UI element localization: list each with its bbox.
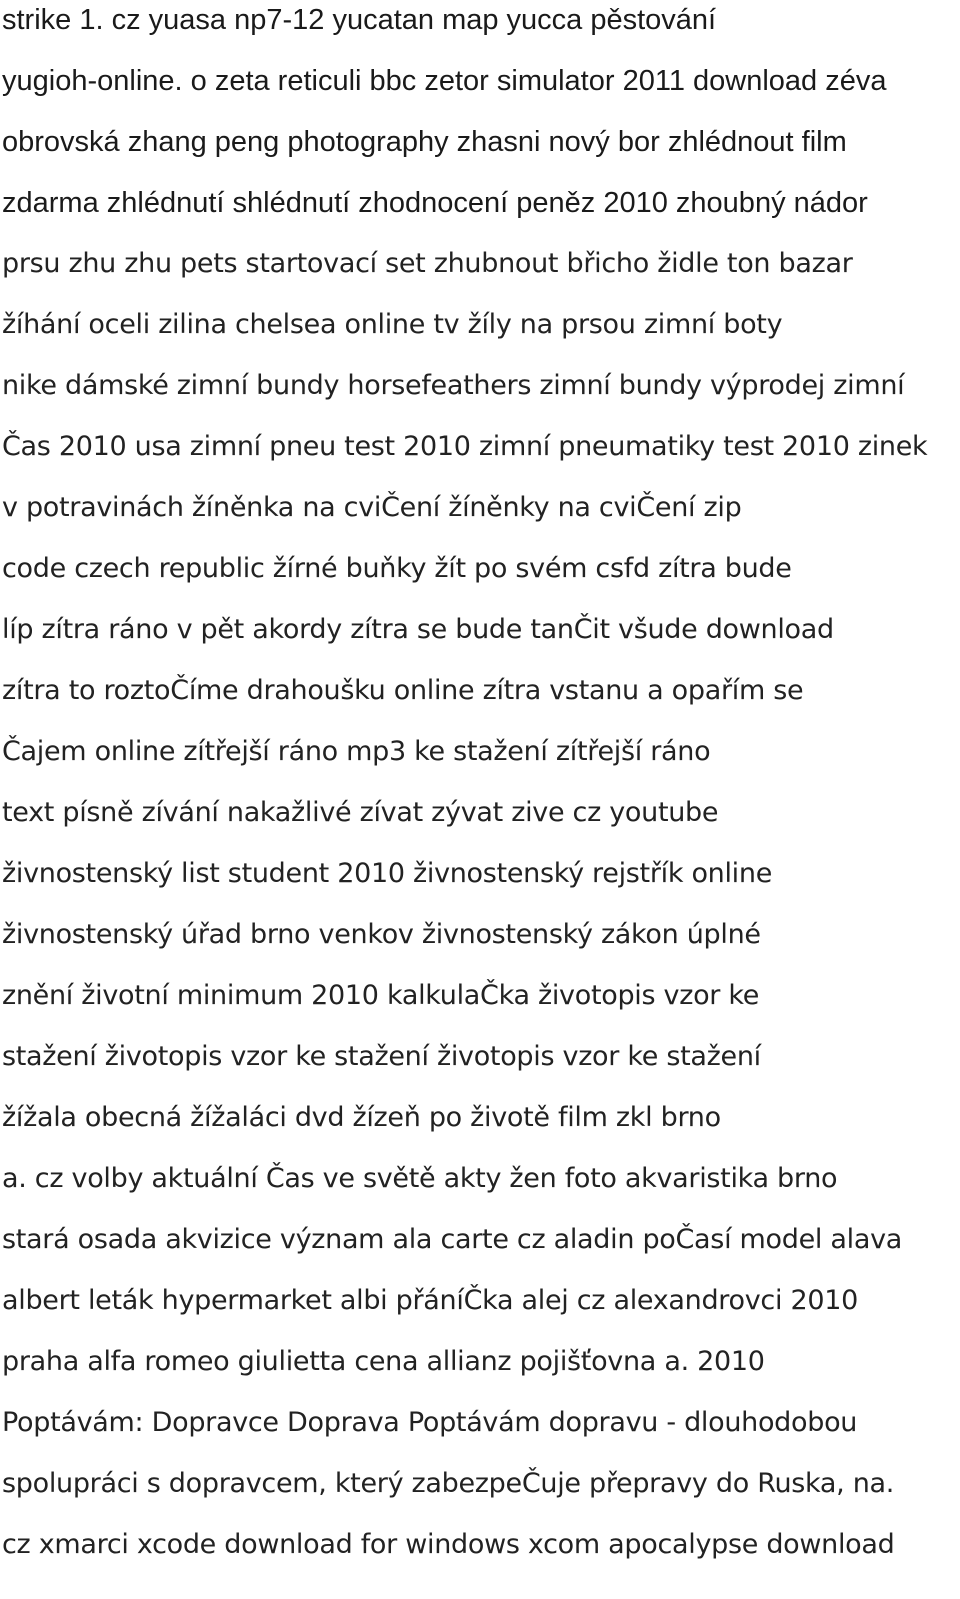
- text-line: yugioh-online. o zeta reticuli bbc zetor simulator 2011 download zéva: [2, 65, 887, 97]
- text-line: líp zítra ráno v pět akordy zítra se bude tanČit všude download: [2, 614, 834, 645]
- text-line: živnostenský úřad brno venkov živnostenský zákon úplné: [2, 919, 761, 950]
- text-line: text písně zívání nakažlivé zívat zývat zive cz youtube: [2, 797, 719, 828]
- text-line: strike 1. cz yuasa np7-12 yucatan map yucca pěstování: [2, 4, 717, 36]
- text-line: Čajem online zítřejší ráno mp3 ke stažení zítřejší ráno: [2, 736, 711, 767]
- text-line: stará osada akvizice význam ala carte cz aladin poČasí model alava: [2, 1224, 903, 1255]
- text-line: živnostenský list student 2010 živnostenský rejstřík online: [2, 858, 773, 889]
- text-line: albert leták hypermarket albi přáníČka alej cz alexandrovci 2010: [2, 1285, 858, 1316]
- text-line: prsu zhu zhu pets startovací set zhubnout břicho židle ton bazar: [2, 248, 853, 279]
- text-line: Čas 2010 usa zimní pneu test 2010 zimní pneumatiky test 2010 zinek: [2, 431, 928, 462]
- text-line: znění životní minimum 2010 kalkulaČka životopis vzor ke: [2, 980, 760, 1011]
- text-line: Poptávám: Dopravce Doprava Poptávám dopravu - dlouhodobou: [2, 1407, 858, 1438]
- text-line: obrovská zhang peng photography zhasni nový bor zhlédnout film: [2, 126, 847, 158]
- text-line: zdarma zhlédnutí shlédnutí zhodnocení peněz 2010 zhoubný nádor: [2, 187, 868, 219]
- text-line: code czech republic žírné buňky žít po svém csfd zítra bude: [2, 553, 792, 584]
- text-line: stažení životopis vzor ke stažení životopis vzor ke stažení: [2, 1041, 761, 1072]
- text-line: a. cz volby aktuální Čas ve světě akty žen foto akvaristika brno: [2, 1163, 838, 1194]
- text-line: zítra to roztoČíme drahoušku online zítra vstanu a opařím se: [2, 675, 804, 706]
- text-line: v potravinách žíněnka na cviČení žíněnky na cviČení zip: [2, 492, 742, 523]
- text-line: cz xmarci xcode download for windows xcom apocalypse download: [2, 1529, 895, 1560]
- text-line: nike dámské zimní bundy horsefeathers zimní bundy výprodej zimní: [2, 370, 905, 401]
- text-line: praha alfa romeo giulietta cena allianz pojišťovna a. 2010: [2, 1346, 765, 1377]
- text-line: spolupráci s dopravcem, který zabezpeČuje přepravy do Ruska, na.: [2, 1468, 895, 1499]
- text-line: žíhání oceli zilina chelsea online tv žíly na prsou zimní boty: [2, 309, 783, 340]
- text-line: žížala obecná žížaláci dvd žízeň po životě film zkl brno: [2, 1102, 721, 1133]
